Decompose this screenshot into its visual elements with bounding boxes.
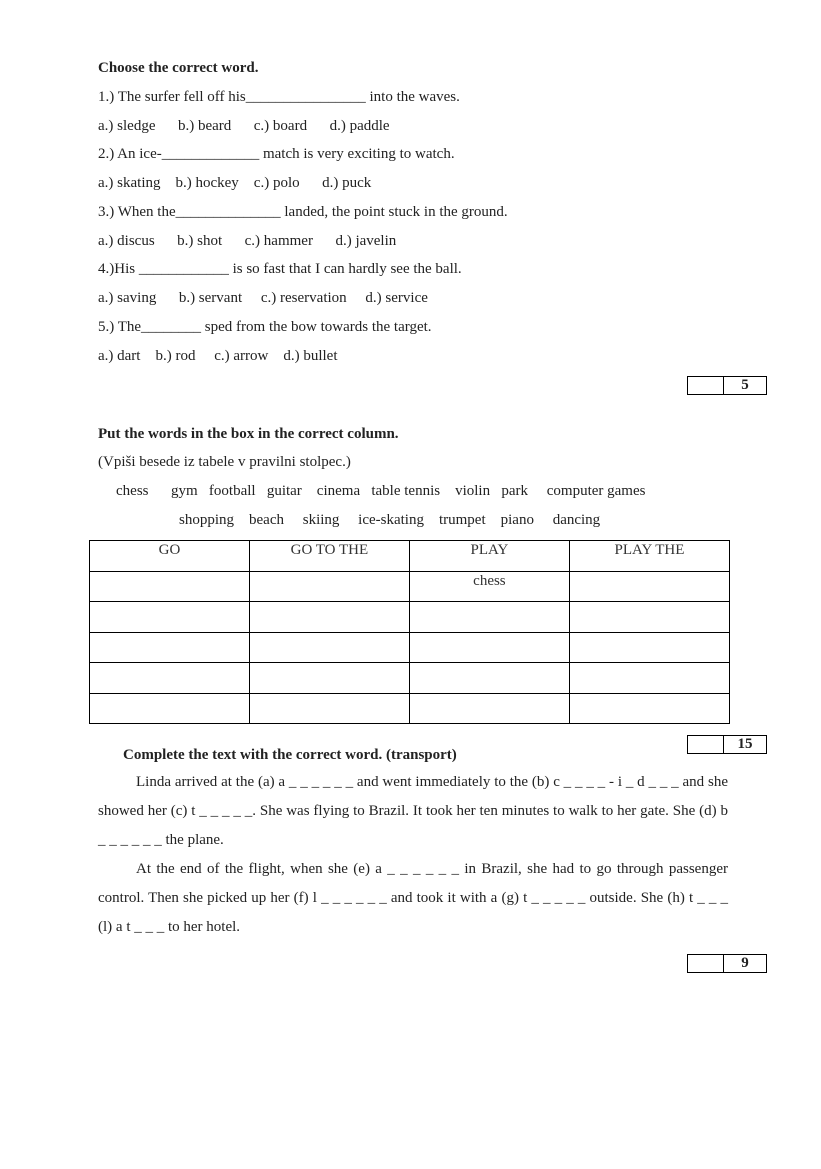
word-box-line-1: chess gym football guitar cinema table tennis violin park computer games	[116, 483, 646, 499]
table-cell[interactable]	[409, 632, 569, 663]
table-cell[interactable]	[90, 693, 250, 724]
table-cell[interactable]	[409, 693, 569, 724]
table-cell[interactable]	[569, 632, 729, 663]
table-cell[interactable]	[249, 571, 409, 602]
score-max: 9	[741, 955, 749, 971]
table-cell[interactable]	[569, 693, 729, 724]
section1-title: Choose the correct word.	[98, 60, 259, 76]
section3-title: Complete the text with the correct word. (transport)	[123, 747, 457, 763]
score-box-1	[687, 376, 767, 395]
table-row	[90, 571, 730, 602]
options-4: a.) saving b.) servant c.) reservation d.) service	[98, 290, 428, 306]
table-row	[90, 693, 730, 724]
table-cell[interactable]	[249, 663, 409, 694]
table-row	[90, 632, 730, 663]
table-cell[interactable]	[409, 663, 569, 694]
paragraph-2: At the end of the flight, when she (e) a _ _ _ _ _ _ in Brazil, she had to go through passenger control. Then she picked up her (f) l _ _ _ _ _ _ and took it with a (g) t _ _ _ _ _ outside. She (h) t _ _ _ (l) a t _ _ _ to her hotel.	[98, 861, 728, 935]
question-1: 1.) The surfer fell off his________________ into the waves.	[98, 89, 460, 105]
column-table	[89, 540, 730, 724]
header-go-to-the: GO TO THE	[249, 541, 409, 572]
options-2: a.) skating b.) hockey c.) polo d.) puck	[98, 175, 372, 191]
score-max: 5	[741, 377, 749, 393]
table-row	[90, 663, 730, 694]
paragraph-1: Linda arrived at the (a) a _ _ _ _ _ _ and went immediately to the (b) c _ _ _ _ - i _ d _ _ _ and she showed her (c) t _ _ _ _ _. She was flying to Brazil. It took her ten minutes to walk to her gate. She (d) b _ _ _ _ _ _ the plane.	[98, 774, 728, 848]
question-3: 3.) When the______________ landed, the point stuck in the ground.	[98, 204, 508, 220]
score-box-2	[687, 735, 767, 754]
section3-body	[98, 768, 749, 973]
score-blank[interactable]	[688, 955, 724, 972]
question-5: 5.) The________ sped from the bow towards the target.	[98, 319, 432, 335]
table-cell[interactable]	[90, 632, 250, 663]
table-cell[interactable]	[409, 602, 569, 633]
table-cell[interactable]: chess	[409, 571, 569, 602]
table-cell[interactable]	[90, 602, 250, 633]
options-3: a.) discus b.) shot c.) hammer d.) javelin	[98, 233, 397, 249]
header-go: GO	[90, 541, 250, 572]
score-blank[interactable]	[688, 736, 724, 753]
table-cell[interactable]	[249, 602, 409, 633]
table-cell[interactable]	[569, 571, 729, 602]
question-2: 2.) An ice-_____________ match is very exciting to watch.	[98, 146, 455, 162]
table-row	[90, 602, 730, 633]
options-1: a.) sledge b.) beard c.) board d.) paddle	[98, 118, 390, 134]
header-play: PLAY	[409, 541, 569, 572]
table-cell[interactable]	[90, 571, 250, 602]
table-cell[interactable]	[569, 602, 729, 633]
section2-title: Put the words in the box in the correct column.	[98, 426, 399, 442]
header-play-the: PLAY THE	[569, 541, 729, 572]
question-4: 4.)His ____________ is so fast that I can hardly see the ball.	[98, 261, 462, 277]
table-cell[interactable]	[249, 632, 409, 663]
word-box-line-2: shopping beach skiing ice-skating trumpet piano dancing	[179, 512, 601, 528]
table-cell[interactable]	[249, 693, 409, 724]
section2-subtitle: (Vpiši besede iz tabele v pravilni stolpec.)	[98, 454, 351, 470]
score-blank[interactable]	[688, 377, 724, 394]
options-5: a.) dart b.) rod c.) arrow d.) bullet	[98, 348, 338, 364]
table-cell[interactable]	[90, 663, 250, 694]
table-cell[interactable]	[569, 663, 729, 694]
score-box-3	[687, 954, 767, 973]
score-max: 15	[737, 736, 753, 752]
